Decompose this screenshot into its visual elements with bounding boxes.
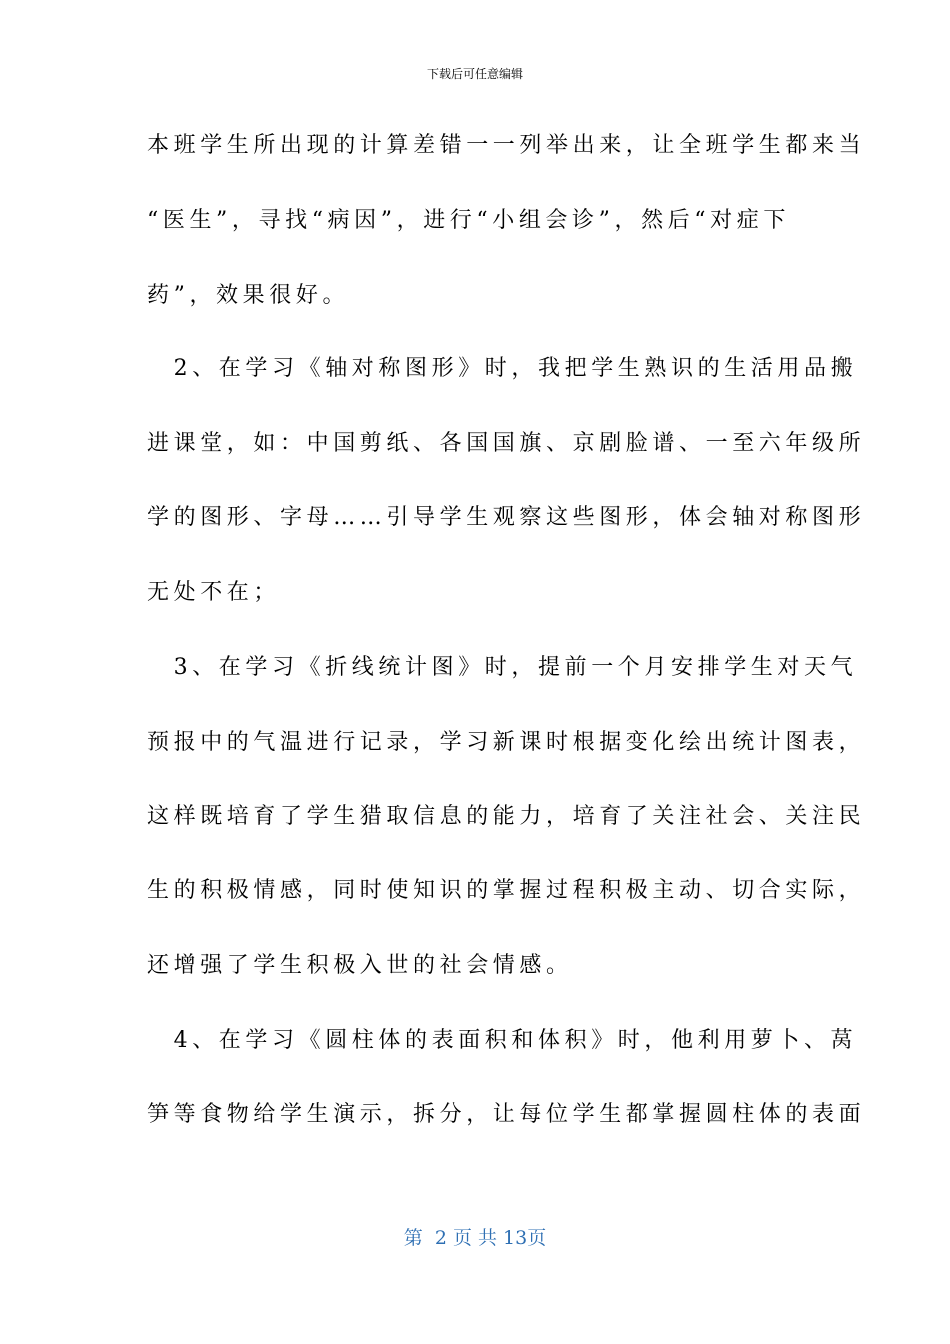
text-line: 4、在学习《圆柱体的表面积和体积》时，他利用萝卜、莴 [147, 1028, 858, 1053]
text-line: 无处不在； [147, 580, 281, 605]
text-line: 这样既培育了学生猎取信息的能力，培育了关注社会、关注民 [147, 804, 866, 829]
text-line: “医生”，寻找“病因”，进行“小组会诊”，然后“对症下 [147, 208, 790, 233]
text-line: 进课堂，如：中国剪纸、各国国旗、京剧脸谱、一至六年级所 [147, 431, 866, 456]
text-line: 学的图形、字母……引导学生观察这些图形，体会轴对称图形 [147, 505, 866, 530]
page-header: 下载后可任意编辑 [426, 67, 523, 81]
text-line: 2、在学习《轴对称图形》时，我把学生熟识的生活用品搬 [147, 356, 858, 381]
page-number-footer: 第 2 页 共 13页 [403, 1227, 547, 1249]
text-line: 笋等食物给学生演示，拆分，让每位学生都掌握圆柱体的表面 [147, 1102, 866, 1127]
text-line: 预报中的气温进行记录，学习新课时根据变化绘出统计图表， [147, 730, 866, 755]
text-line: 药”，效果很好。 [147, 283, 350, 308]
text-line: 还增强了学生积极入世的社会情感。 [147, 953, 573, 978]
text-line: 本班学生所出现的计算差错一一列举出来，让全班学生都来当 [147, 133, 866, 158]
text-line: 3、在学习《折线统计图》时，提前一个月安排学生对天气 [147, 655, 858, 680]
text-line: 生的积极情感，同时使知识的掌握过程积极主动、切合实际， [147, 878, 866, 903]
